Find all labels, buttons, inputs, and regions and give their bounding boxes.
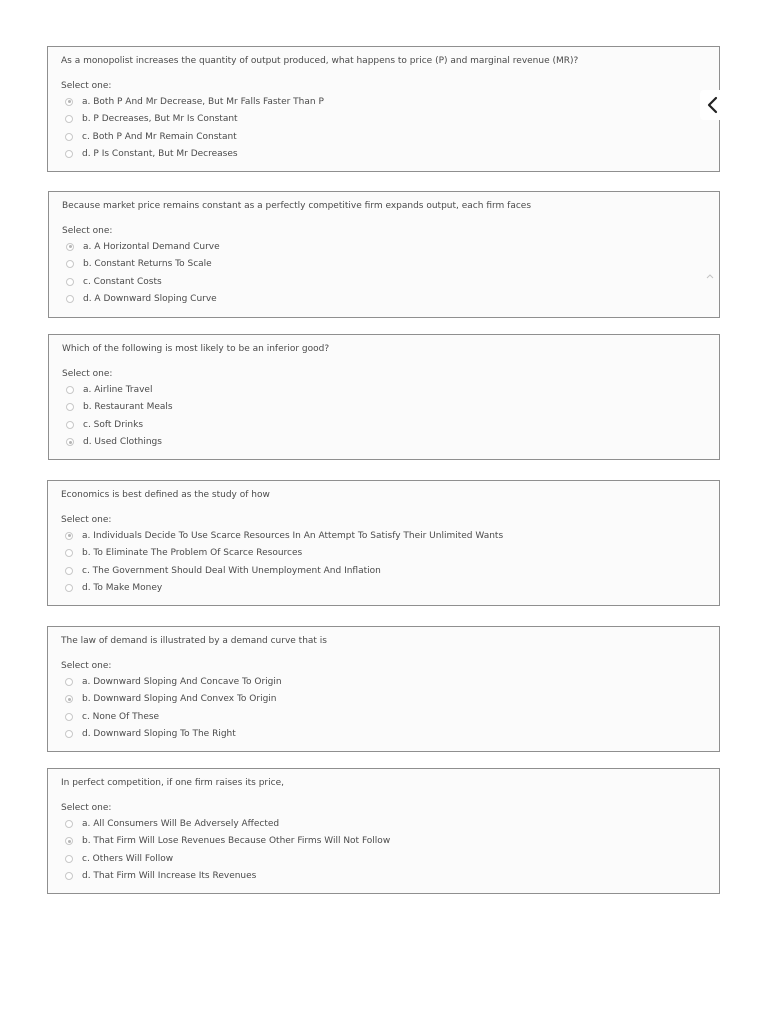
answer-label: b. P Decreases, But Mr Is Constant: [82, 114, 238, 125]
question-card: [48, 191, 720, 318]
radio-button-selected[interactable]: [65, 837, 73, 845]
radio-button[interactable]: [65, 567, 73, 575]
answer-options: [62, 381, 706, 451]
answer-label: a. Airline Travel: [83, 384, 153, 395]
answer-label: c. The Government Should Deal With Unemployment And Inflation: [82, 565, 381, 576]
answer-options: [61, 815, 706, 885]
question-text: Because market price remains constant as a perfectly competitive firm expands output, each firm faces: [62, 201, 532, 211]
radio-button[interactable]: [65, 820, 73, 828]
answer-option[interactable]: [61, 111, 706, 129]
answer-label: b. Restaurant Meals: [83, 402, 173, 413]
answer-label: d. That Firm Will Increase Its Revenues: [82, 871, 257, 882]
answer-label: b. Downward Sloping And Convex To Origin: [82, 694, 277, 705]
answer-options: [61, 673, 706, 743]
radio-button[interactable]: [66, 295, 74, 303]
radio-button-selected[interactable]: [66, 438, 74, 446]
answer-label: d. P Is Constant, But Mr Decreases: [82, 149, 238, 160]
radio-button-selected[interactable]: [65, 695, 73, 703]
chevron-left-icon[interactable]: [700, 90, 726, 120]
select-one-label: Select one:: [61, 803, 112, 813]
question-text: As a monopolist increases the quantity of output produced, what happens to price (P) and marginal revenue (MR)?: [61, 56, 579, 66]
radio-button[interactable]: [66, 278, 74, 286]
answer-option[interactable]: [62, 273, 706, 291]
radio-button[interactable]: [65, 872, 73, 880]
radio-button[interactable]: [66, 421, 74, 429]
answer-label: b. To Eliminate The Problem Of Scarce Resources: [82, 548, 303, 559]
answer-label: b. Constant Returns To Scale: [83, 259, 212, 270]
answer-option[interactable]: [61, 691, 706, 709]
answer-option[interactable]: [62, 291, 706, 309]
radio-button[interactable]: [65, 584, 73, 592]
answer-option[interactable]: [61, 673, 706, 691]
answer-label: c. Others Will Follow: [82, 853, 174, 864]
select-one-label: Select one:: [61, 81, 112, 91]
answer-option[interactable]: [61, 527, 706, 545]
answer-label: c. Constant Costs: [83, 276, 162, 287]
answer-label: a. Both P And Mr Decrease, But Mr Falls Faster Than P: [82, 96, 324, 107]
answer-option[interactable]: [61, 833, 706, 851]
answer-option[interactable]: [61, 93, 706, 111]
answer-option[interactable]: [61, 815, 706, 833]
answer-option[interactable]: [62, 238, 706, 256]
answer-option[interactable]: [61, 726, 706, 744]
chevron-up-icon[interactable]: [703, 270, 717, 282]
answer-option[interactable]: [62, 399, 706, 417]
select-one-label: Select one:: [61, 515, 112, 525]
radio-button[interactable]: [65, 855, 73, 863]
answer-options: [61, 93, 706, 163]
question-card: [48, 334, 720, 460]
radio-button[interactable]: [66, 403, 74, 411]
answer-option[interactable]: [62, 434, 706, 452]
answer-option[interactable]: [61, 580, 706, 598]
question-card: [47, 768, 720, 894]
radio-button-selected[interactable]: [66, 243, 74, 251]
chevron-up-glyph: [705, 272, 715, 280]
question-text: Which of the following is most likely to be an inferior good?: [62, 344, 330, 354]
answer-label: a. All Consumers Will Be Adversely Affected: [82, 818, 280, 829]
answer-label: d. Used Clothings: [83, 437, 162, 448]
answer-label: a. Individuals Decide To Use Scarce Resources In An Attempt To Satisfy Their Unlimited Wants: [82, 530, 504, 541]
answer-label: c. None Of These: [82, 711, 160, 722]
answer-option[interactable]: [62, 381, 706, 399]
radio-button[interactable]: [65, 730, 73, 738]
answer-option[interactable]: [61, 868, 706, 886]
radio-button-selected[interactable]: [65, 98, 73, 106]
radio-button[interactable]: [65, 678, 73, 686]
answer-label: d. A Downward Sloping Curve: [83, 294, 217, 305]
answer-option[interactable]: [62, 256, 706, 274]
answer-label: d. To Make Money: [82, 583, 163, 594]
question-card: [47, 46, 720, 172]
select-one-label: Select one:: [61, 661, 112, 671]
answer-option[interactable]: [62, 416, 706, 434]
answer-label: d. Downward Sloping To The Right: [82, 729, 236, 740]
answer-options: [62, 238, 706, 308]
radio-button[interactable]: [66, 386, 74, 394]
answer-label: c. Soft Drinks: [83, 419, 144, 430]
answer-option[interactable]: [61, 708, 706, 726]
question-text: The law of demand is illustrated by a demand curve that is: [61, 636, 328, 646]
question-text: In perfect competition, if one firm raises its price,: [61, 778, 284, 788]
answer-label: a. A Horizontal Demand Curve: [83, 241, 220, 252]
answer-option[interactable]: [61, 146, 706, 164]
radio-button[interactable]: [66, 260, 74, 268]
answer-option[interactable]: [61, 128, 706, 146]
question-text: Economics is best defined as the study of how: [61, 490, 270, 500]
answer-label: c. Both P And Mr Remain Constant: [82, 131, 237, 142]
radio-button[interactable]: [65, 549, 73, 557]
answer-label: a. Downward Sloping And Concave To Origin: [82, 676, 282, 687]
answer-options: [61, 527, 706, 597]
radio-button-selected[interactable]: [65, 532, 73, 540]
answer-option[interactable]: [61, 850, 706, 868]
chevron-left-glyph: [706, 95, 720, 115]
radio-button[interactable]: [65, 150, 73, 158]
radio-button[interactable]: [65, 115, 73, 123]
radio-button[interactable]: [65, 713, 73, 721]
select-one-label: Select one:: [62, 226, 113, 236]
question-card: [47, 626, 720, 752]
answer-option[interactable]: [61, 562, 706, 580]
question-card: [47, 480, 720, 606]
radio-button[interactable]: [65, 133, 73, 141]
answer-label: b. That Firm Will Lose Revenues Because Other Firms Will Not Follow: [82, 836, 391, 847]
answer-option[interactable]: [61, 545, 706, 563]
select-one-label: Select one:: [62, 369, 113, 379]
